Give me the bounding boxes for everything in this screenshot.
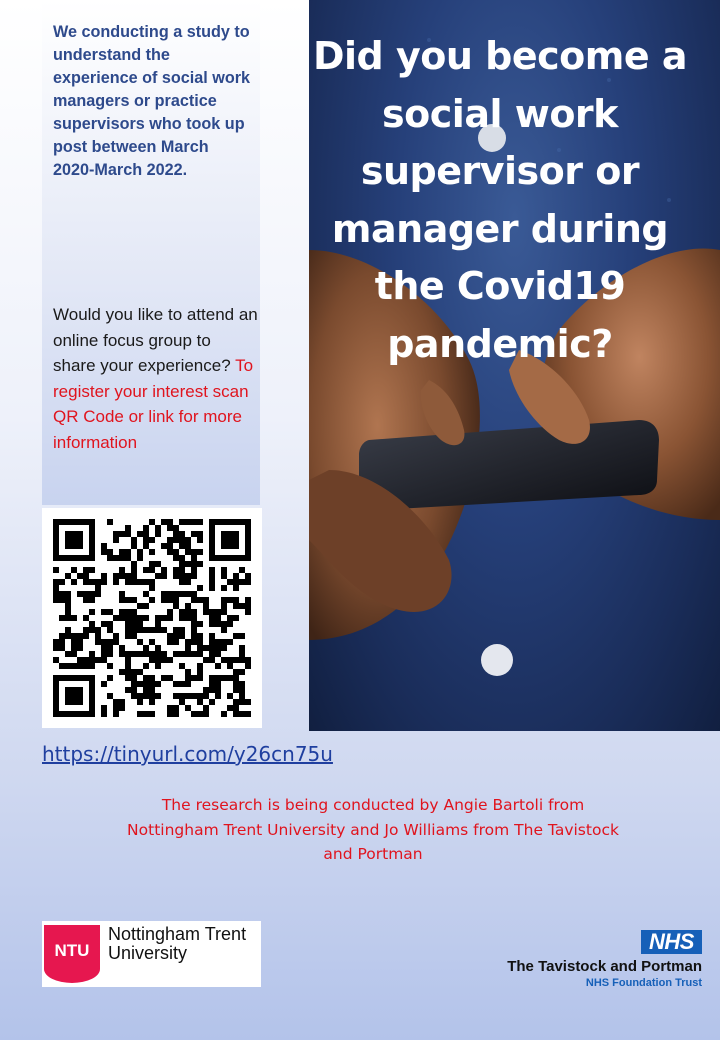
register-cta-text: To register your interest scan QR Code or link for more information — [53, 356, 254, 452]
qr-code-graphic — [42, 508, 262, 728]
headline-question: Did you become a social work supervisor or manager during the Covid19 pandemic? — [312, 34, 687, 366]
ntu-badge-text: NTU — [54, 941, 90, 960]
ntu-name — [108, 925, 246, 963]
ntu-name-line2: University — [108, 943, 188, 963]
ntu-logo — [42, 921, 261, 987]
question-text: Would you like to attend an online focus group to share your experience? — [53, 305, 258, 375]
nhs-logo-icon: NHS — [641, 930, 702, 954]
nhs-trust-name: NHS Foundation Trust — [585, 977, 702, 989]
tinyurl-link[interactable]: https://tinyurl.com/y26cn75u — [42, 742, 333, 766]
study-intro-text: We conducting a study to understand the experience of social work managers or practice supervisors who took up post between March 2020-March 2022. — [53, 23, 251, 179]
nhs-org-name: The Tavistock and Portman — [507, 958, 702, 975]
research-credit-text: The research is being conducted by Angie Bartoli from Nottingham Trent University and Jo Williams from The Tavistock and Portman — [127, 796, 619, 863]
focus-group-question — [53, 302, 258, 455]
ntu-badge-icon — [44, 925, 100, 983]
ntu-name-line1: Nottingham Trent — [108, 924, 247, 944]
qr-code[interactable] — [42, 508, 262, 728]
